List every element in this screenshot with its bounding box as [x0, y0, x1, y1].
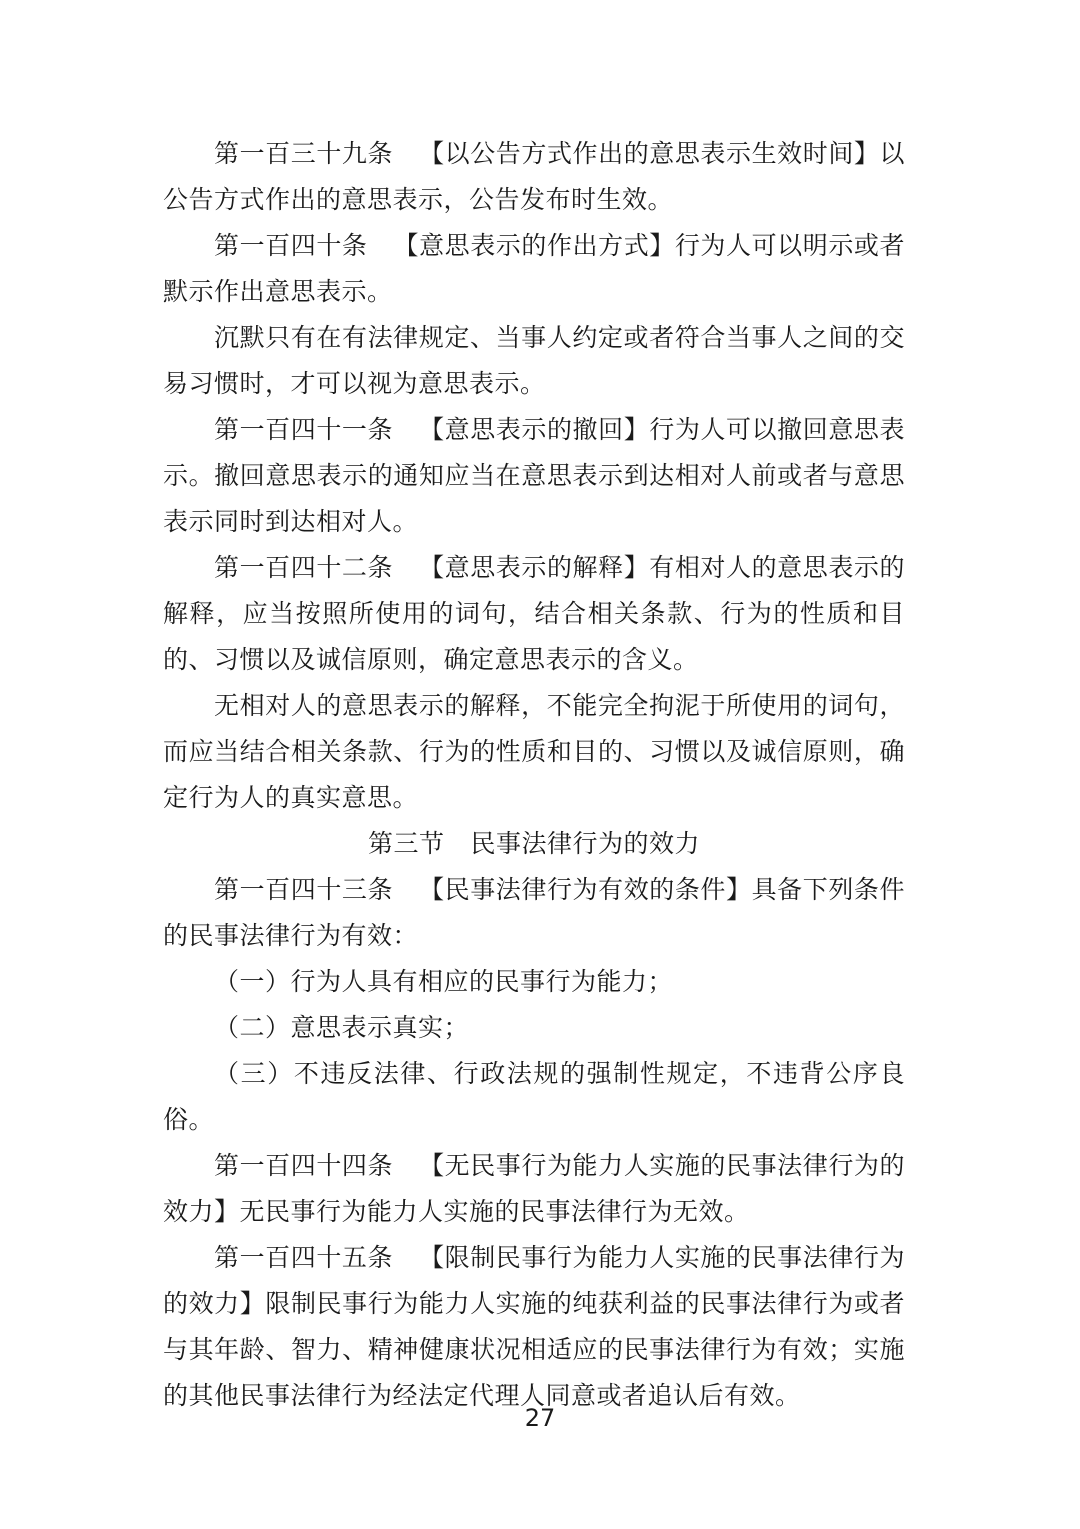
- section-title: 民事法律行为的效力: [470, 829, 701, 858]
- list-item-2: [163, 1005, 905, 1051]
- section-heading: [163, 821, 905, 867]
- article-number: 第一百四十五条: [214, 1243, 394, 1272]
- article-text: 【民事法律行为有效的条件】具备下列条件的民事法律行为有效：: [163, 875, 905, 950]
- article-144: [163, 1143, 905, 1235]
- article-140: [163, 223, 905, 315]
- list-item-text: （一）行为人具有相应的民事行为能力；: [214, 967, 674, 996]
- list-item-text: （二）意思表示真实；: [214, 1013, 470, 1042]
- article-number: 第一百四十条: [214, 231, 368, 260]
- paragraph-text: 无相对人的意思表示的解释，不能完全拘泥于所使用的词句，而应当结合相关条款、行为的性质和目的、习惯以及诚信原则，确定行为人的真实意思。: [163, 691, 905, 812]
- article-number: 第一百四十二条: [214, 553, 394, 582]
- article-number: 第一百三十九条: [214, 139, 394, 168]
- article-text: 【意思表示的作出方式】行为人可以明示或者默示作出意思表示。: [163, 231, 905, 306]
- article-text: 【意思表示的撤回】行为人可以撤回意思表示。撤回意思表示的通知应当在意思表示到达相对人前或者与意思表示同时到达相对人。: [163, 415, 905, 536]
- article-text: 【以公告方式作出的意思表示生效时间】以公告方式作出的意思表示，公告发布时生效。: [163, 139, 905, 214]
- list-item-text: （三）不违反法律、行政法规的强制性规定，不违背公序良俗。: [163, 1059, 905, 1134]
- article-141: [163, 407, 905, 545]
- article-142-para-2: [163, 683, 905, 821]
- list-item-1: [163, 959, 905, 1005]
- article-text: 【限制民事行为能力人实施的民事法律行为的效力】限制民事行为能力人实施的纯获利益的民事法律行为或者与其年龄、智力、精神健康状况相适应的民事法律行为有效；实施的其他民事法律行为经法定代理人同意或者追认后有效。: [163, 1243, 905, 1410]
- article-number: 第一百四十三条: [214, 875, 394, 904]
- article-number: 第一百四十一条: [214, 415, 394, 444]
- paragraph-text: 沉默只有在有法律规定、当事人约定或者符合当事人之间的交易习惯时，才可以视为意思表示。: [163, 323, 905, 398]
- article-139: [163, 131, 905, 223]
- article-text: 【意思表示的解释】有相对人的意思表示的解释，应当按照所使用的词句，结合相关条款、行为的性质和目的、习惯以及诚信原则，确定意思表示的含义。: [163, 553, 905, 674]
- article-140-para-2: [163, 315, 905, 407]
- article-text: 【无民事行为能力人实施的民事法律行为的效力】无民事行为能力人实施的民事法律行为无效。: [163, 1151, 905, 1226]
- article-number: 第一百四十四条: [214, 1151, 394, 1180]
- article-143: [163, 867, 905, 959]
- article-142: [163, 545, 905, 683]
- section-number: 第三节: [367, 829, 445, 858]
- document-body: [163, 131, 905, 1419]
- page-number: 27: [524, 1404, 556, 1432]
- article-145: [163, 1235, 905, 1419]
- list-item-3: [163, 1051, 905, 1143]
